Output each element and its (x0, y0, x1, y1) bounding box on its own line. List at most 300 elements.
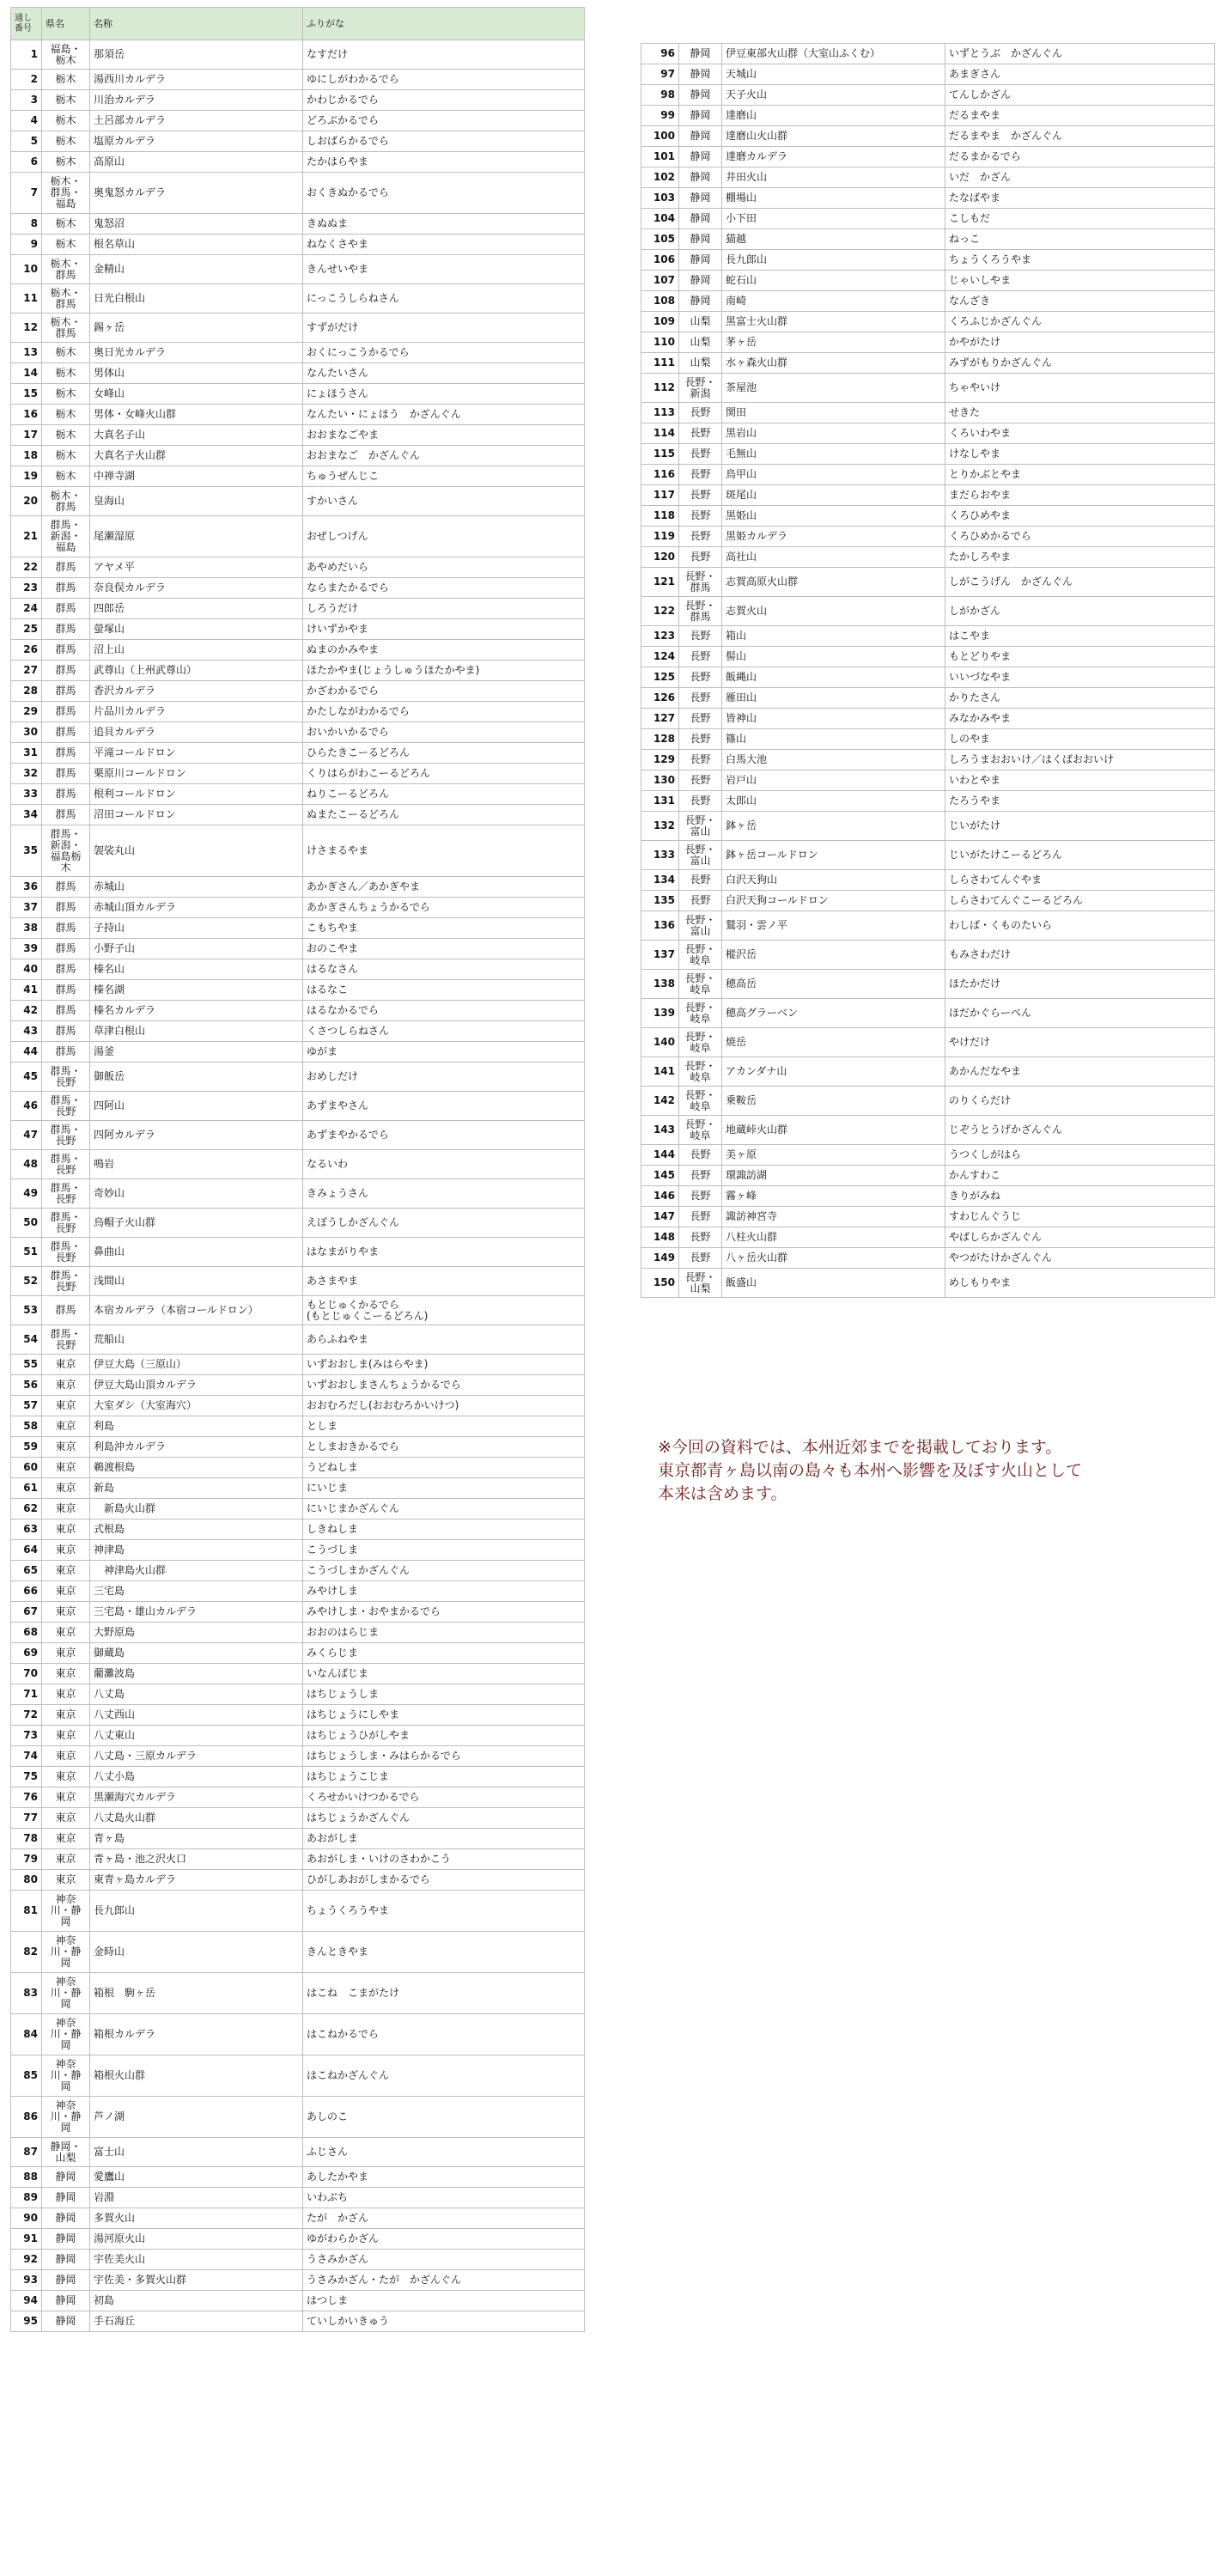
row-kana: しらさわてんぐやま (945, 870, 1215, 891)
row-prefecture: 静岡 (679, 229, 722, 250)
row-kana: しがかざん (945, 597, 1215, 626)
row-name: 鉢ヶ岳 (722, 812, 945, 841)
row-name: 初島 (90, 2291, 303, 2311)
row-prefecture: 長野・ 富山 (679, 911, 722, 941)
row-kana: けさまるやま (303, 825, 585, 877)
row-number: 40 (11, 959, 42, 980)
row-kana: なんたいさん (303, 363, 585, 384)
row-number: 118 (641, 506, 679, 527)
row-name: 八ヶ岳火山群 (722, 1248, 945, 1269)
row-prefecture: 群馬 (42, 578, 90, 599)
table-row (11, 1179, 585, 1209)
row-prefecture: 長野・ 岐阜 (679, 1028, 722, 1057)
row-prefecture: 群馬・ 長野 (42, 1238, 90, 1267)
row-number: 121 (641, 568, 679, 597)
table-row (11, 1540, 585, 1561)
table-row (641, 709, 1215, 729)
row-prefecture: 静岡 (42, 2229, 90, 2250)
table-row (641, 353, 1215, 374)
row-number: 104 (641, 209, 679, 229)
row-number: 3 (11, 90, 42, 111)
row-prefecture: 群馬 (42, 1001, 90, 1021)
row-prefecture: 東京 (42, 1396, 90, 1416)
row-prefecture: 東京 (42, 1684, 90, 1705)
row-number: 33 (11, 784, 42, 805)
table-row (11, 343, 585, 363)
row-prefecture: 東京 (42, 1623, 90, 1643)
table-row (641, 647, 1215, 667)
row-prefecture: 群馬 (42, 939, 90, 959)
table-row (11, 1932, 585, 1973)
row-prefecture: 群馬・ 新潟・ 福島栃 木 (42, 825, 90, 877)
row-prefecture: 栃木・ 群馬 (42, 255, 90, 284)
table-row (11, 2138, 585, 2167)
row-prefecture: 静岡 (679, 188, 722, 209)
row-prefecture: 長野・ 山梨 (679, 1269, 722, 1298)
row-prefecture: 群馬 (42, 898, 90, 918)
row-kana: みずがもりかざんぐん (945, 353, 1215, 374)
row-name: 八丈島 (90, 1684, 303, 1705)
row-number: 81 (11, 1891, 42, 1932)
row-prefecture: 群馬 (42, 980, 90, 1001)
row-prefecture: 静岡 (679, 44, 722, 64)
row-number: 88 (11, 2167, 42, 2188)
row-name: 鉢ヶ岳コールドロン (722, 841, 945, 870)
row-name: 金時山 (90, 1932, 303, 1973)
row-prefecture: 神奈 川・静 岡 (42, 2014, 90, 2055)
row-prefecture: 静岡 (679, 147, 722, 167)
table-row (641, 250, 1215, 271)
row-kana: みやけしま・おやまかるでら (303, 1602, 585, 1623)
row-number: 54 (11, 1325, 42, 1355)
row-prefecture: 群馬 (42, 1042, 90, 1063)
row-kana: はこやま (945, 626, 1215, 647)
row-number: 144 (641, 1145, 679, 1166)
table-row (11, 1519, 585, 1540)
table-row (641, 568, 1215, 597)
table-row (641, 770, 1215, 791)
row-prefecture: 栃木 (42, 425, 90, 446)
table-row (641, 1116, 1215, 1145)
table-row (11, 1849, 585, 1870)
row-prefecture: 東京 (42, 1870, 90, 1891)
table-row (11, 1238, 585, 1267)
table-row (11, 980, 585, 1001)
row-name: 青ヶ島・池之沢火口 (90, 1849, 303, 1870)
row-name: 大室ダシ（大室海穴） (90, 1396, 303, 1416)
row-prefecture: 静岡 (42, 2291, 90, 2311)
row-name: 尾瀬湿原 (90, 516, 303, 557)
row-name: 奇妙山 (90, 1179, 303, 1209)
row-name: 三宅島 (90, 1581, 303, 1602)
row-prefecture: 群馬 (42, 743, 90, 764)
row-number: 131 (641, 791, 679, 812)
row-number: 103 (641, 188, 679, 209)
row-kana: きんせいやま (303, 255, 585, 284)
table-row (641, 229, 1215, 250)
row-name: 赤城山 (90, 877, 303, 898)
row-kana: わしば・くものたいら (945, 911, 1215, 941)
row-prefecture: 東京 (42, 1540, 90, 1561)
row-prefecture: 長野 (679, 688, 722, 709)
row-name: 棚場山 (722, 188, 945, 209)
table-row (11, 1063, 585, 1092)
row-kana: おおまなごやま (303, 425, 585, 446)
table-row (11, 405, 585, 425)
row-name: 芦ノ湖 (90, 2097, 303, 2138)
row-name: 榛名カルデラ (90, 1001, 303, 1021)
row-prefecture: 長野 (679, 729, 722, 750)
row-name: 藺灘波島 (90, 1664, 303, 1684)
row-prefecture: 東京 (42, 1416, 90, 1437)
table-row (11, 425, 585, 446)
table-row (641, 970, 1215, 999)
row-name: 川治カルデラ (90, 90, 303, 111)
row-prefecture: 栃木 (42, 214, 90, 234)
table-row (11, 255, 585, 284)
row-kana: いずおおしまさんちょうかるでら (303, 1375, 585, 1396)
table-row (11, 939, 585, 959)
table-row (11, 516, 585, 557)
row-number: 107 (641, 271, 679, 291)
row-kana: なるいわ (303, 1150, 585, 1179)
table-row (641, 85, 1215, 106)
row-name: 大真名子山 (90, 425, 303, 446)
row-name: 追貝カルデラ (90, 722, 303, 743)
row-kana: ちゃやいけ (945, 374, 1215, 403)
row-name: 高社山 (722, 547, 945, 568)
table-row (641, 209, 1215, 229)
row-kana: なんたい・にょほう かざんぐん (303, 405, 585, 425)
row-kana: あかぎさんちょうかるでら (303, 898, 585, 918)
table-row (11, 2167, 585, 2188)
table-row (641, 626, 1215, 647)
table-row (11, 214, 585, 234)
row-number: 76 (11, 1787, 42, 1808)
row-kana: くろいわやま (945, 423, 1215, 444)
table-row (641, 1166, 1215, 1186)
row-kana: かやがたけ (945, 332, 1215, 353)
row-number: 123 (641, 626, 679, 647)
table-row (641, 374, 1215, 403)
row-name: 那須岳 (90, 40, 303, 70)
row-name: 榛名山 (90, 959, 303, 980)
row-prefecture: 静岡 (679, 106, 722, 126)
row-name: 太郎山 (722, 791, 945, 812)
row-kana: すわじんぐうじ (945, 1207, 1215, 1227)
row-prefecture: 東京 (42, 1726, 90, 1746)
table-row (641, 941, 1215, 970)
table-row (11, 557, 585, 578)
table-row (641, 188, 1215, 209)
row-number: 137 (641, 941, 679, 970)
row-name: 日光白根山 (90, 284, 303, 314)
table-row (641, 291, 1215, 312)
row-name: 白馬大池 (722, 750, 945, 770)
row-prefecture: 栃木 (42, 152, 90, 173)
row-number: 6 (11, 152, 42, 173)
table-row (641, 44, 1215, 64)
row-number: 37 (11, 898, 42, 918)
row-prefecture: 静岡 (42, 2208, 90, 2229)
row-kana: くさつしらねさん (303, 1021, 585, 1042)
row-name: 鳴岩 (90, 1150, 303, 1179)
row-number: 60 (11, 1458, 42, 1478)
row-prefecture: 東京 (42, 1829, 90, 1849)
row-prefecture: 静岡 (42, 2311, 90, 2332)
row-prefecture: 群馬・ 新潟・ 福島 (42, 516, 90, 557)
row-kana: かりたさん (945, 688, 1215, 709)
row-number: 120 (641, 547, 679, 568)
row-prefecture: 静岡 (679, 250, 722, 271)
row-kana: ならまたかるでら (303, 578, 585, 599)
row-number: 129 (641, 750, 679, 770)
row-kana: くろひめかるでら (945, 527, 1215, 547)
row-name: 毛無山 (722, 444, 945, 465)
row-kana: みなかみやま (945, 709, 1215, 729)
table-row (11, 446, 585, 466)
table-row (11, 619, 585, 640)
row-number: 141 (641, 1057, 679, 1087)
row-number: 47 (11, 1121, 42, 1150)
row-kana: じいがたけ (945, 812, 1215, 841)
volcano-rows-right (641, 44, 1215, 1298)
row-number: 67 (11, 1602, 42, 1623)
table-row (11, 70, 585, 90)
row-number: 55 (11, 1355, 42, 1375)
row-prefecture: 群馬 (42, 877, 90, 898)
row-number: 85 (11, 2055, 42, 2097)
row-prefecture: 山梨 (679, 353, 722, 374)
row-number: 89 (11, 2188, 42, 2208)
row-number: 136 (641, 911, 679, 941)
row-prefecture: 東京 (42, 1458, 90, 1478)
row-name: 伊豆東部火山群（大室山ふくむ） (722, 44, 945, 64)
row-name: 黒富士火山群 (722, 312, 945, 332)
table-row (11, 1092, 585, 1121)
row-prefecture: 東京 (42, 1849, 90, 1870)
row-name: 四郎岳 (90, 599, 303, 619)
row-number: 114 (641, 423, 679, 444)
row-kana: きんときやま (303, 1932, 585, 1973)
table-row (641, 444, 1215, 465)
row-prefecture: 神奈 川・静 岡 (42, 2055, 90, 2097)
table-row (11, 1581, 585, 1602)
row-kana: はつしま (303, 2291, 585, 2311)
footnote: ※今回の資料では、本州近郊までを掲載しております。 東京都青ヶ島以南の島々も本州へ影響を及ぼす火山として 本来は含めます。 (658, 1438, 1083, 1503)
row-kana: しおばらかるでら (303, 131, 585, 152)
row-name: 奈良俣カルデラ (90, 578, 303, 599)
row-prefecture: 群馬 (42, 681, 90, 702)
row-name: 箱根 駒ヶ岳 (90, 1973, 303, 2014)
row-number: 113 (641, 403, 679, 423)
row-kana: もとじゅくかるでら (もとじゅくこーるどろん) (303, 1296, 585, 1325)
row-number: 70 (11, 1664, 42, 1684)
row-prefecture: 群馬 (42, 702, 90, 722)
row-number: 79 (11, 1849, 42, 1870)
table-row (11, 2311, 585, 2332)
row-name: 小野子山 (90, 939, 303, 959)
row-number: 18 (11, 446, 42, 466)
row-number: 125 (641, 667, 679, 688)
table-row (641, 1186, 1215, 1207)
row-name: 湯河原火山 (90, 2229, 303, 2250)
row-name: 井田火山 (722, 167, 945, 188)
table-row (11, 640, 585, 661)
table-row (11, 1375, 585, 1396)
row-number: 58 (11, 1416, 42, 1437)
row-prefecture: 静岡 (679, 209, 722, 229)
row-prefecture: 長野 (679, 1186, 722, 1207)
row-name: 達磨山 (722, 106, 945, 126)
row-kana: はちじょうしま・みはらかるでら (303, 1746, 585, 1767)
row-number: 53 (11, 1296, 42, 1325)
table-row (641, 870, 1215, 891)
row-prefecture: 群馬・ 長野 (42, 1179, 90, 1209)
row-name: 男体山 (90, 363, 303, 384)
row-kana: たろうやま (945, 791, 1215, 812)
row-kana: おおむろだし(おおむろかいけつ) (303, 1396, 585, 1416)
row-prefecture: 静岡 (679, 167, 722, 188)
row-prefecture: 山梨 (679, 312, 722, 332)
row-number: 116 (641, 465, 679, 485)
row-number: 97 (641, 64, 679, 85)
table-row (11, 173, 585, 214)
row-number: 75 (11, 1767, 42, 1787)
row-number: 22 (11, 557, 42, 578)
row-kana: じいがたけこーるどろん (945, 841, 1215, 870)
row-number: 110 (641, 332, 679, 353)
row-name: 大野原島 (90, 1623, 303, 1643)
row-name: 長九郎山 (722, 250, 945, 271)
row-number: 100 (641, 126, 679, 147)
row-name: 浅間山 (90, 1267, 303, 1296)
table-row (11, 2291, 585, 2311)
row-prefecture: 栃木・ 群馬 (42, 487, 90, 516)
row-name: 塩原カルデラ (90, 131, 303, 152)
row-kana: おくきぬかるでら (303, 173, 585, 214)
row-name: 関田 (722, 403, 945, 423)
row-kana: はちじょうにしやま (303, 1705, 585, 1726)
row-prefecture: 神奈 川・静 岡 (42, 2097, 90, 2138)
row-name: 天子火山 (722, 85, 945, 106)
row-kana: ねりこーるどろん (303, 784, 585, 805)
row-number: 25 (11, 619, 42, 640)
row-name: 子持山 (90, 918, 303, 939)
table-row (11, 1623, 585, 1643)
row-prefecture: 福島・ 栃木 (42, 40, 90, 70)
table-row (11, 1355, 585, 1375)
row-kana: いわぶち (303, 2188, 585, 2208)
row-prefecture: 神奈 川・静 岡 (42, 1973, 90, 2014)
table-row (11, 702, 585, 722)
row-kana: あさまやま (303, 1267, 585, 1296)
table-row (641, 1145, 1215, 1166)
row-kana: ほたかだけ (945, 970, 1215, 999)
table-row (11, 2270, 585, 2291)
row-number: 68 (11, 1623, 42, 1643)
row-prefecture: 長野 (679, 1227, 722, 1248)
row-number: 24 (11, 599, 42, 619)
table-row (641, 64, 1215, 85)
row-kana: のりくらだけ (945, 1087, 1215, 1116)
row-name: 女峰山 (90, 384, 303, 405)
table-row (11, 743, 585, 764)
table-row (641, 403, 1215, 423)
table-row (11, 1042, 585, 1063)
row-kana: しきねしま (303, 1519, 585, 1540)
row-prefecture: 群馬 (42, 557, 90, 578)
table-row (641, 312, 1215, 332)
row-name: 美ヶ原 (722, 1145, 945, 1166)
row-name: 本宿カルデラ（本宿コールドロン） (90, 1296, 303, 1325)
row-name: 達磨山火山群 (722, 126, 945, 147)
table-row (11, 2014, 585, 2055)
row-number: 31 (11, 743, 42, 764)
row-name: 新島火山群 (90, 1499, 303, 1519)
row-kana: もとどりやま (945, 647, 1215, 667)
row-name: 八丈東山 (90, 1726, 303, 1746)
row-prefecture: 栃木 (42, 405, 90, 425)
row-number: 128 (641, 729, 679, 750)
row-number: 138 (641, 970, 679, 999)
row-number: 140 (641, 1028, 679, 1057)
row-name: 諏訪神宮寺 (722, 1207, 945, 1227)
row-prefecture: 長野・ 群馬 (679, 568, 722, 597)
row-prefecture: 群馬 (42, 805, 90, 825)
table-row (11, 234, 585, 255)
row-name: 鵜渡根島 (90, 1458, 303, 1478)
row-kana: はるなこ (303, 980, 585, 1001)
table-row (11, 1767, 585, 1787)
row-number: 143 (641, 1116, 679, 1145)
row-name: 皆神山 (722, 709, 945, 729)
row-name: 環諏訪湖 (722, 1166, 945, 1186)
row-name: 志賀高原火山群 (722, 568, 945, 597)
row-number: 66 (11, 1581, 42, 1602)
row-name: 榛名湖 (90, 980, 303, 1001)
table-row (11, 314, 585, 343)
row-kana: じゃいしやま (945, 271, 1215, 291)
row-name: 宇佐美・多賀火山群 (90, 2270, 303, 2291)
row-number: 119 (641, 527, 679, 547)
row-kana: やつがたけかざんぐん (945, 1248, 1215, 1269)
row-number: 46 (11, 1092, 42, 1121)
table-row (641, 999, 1215, 1028)
row-name: 金精山 (90, 255, 303, 284)
row-name: 白沢天狗コールドロン (722, 891, 945, 911)
row-name: 皇海山 (90, 487, 303, 516)
table-row (11, 1870, 585, 1891)
row-prefecture: 東京 (42, 1664, 90, 1684)
row-name: 青ヶ島 (90, 1829, 303, 1849)
row-prefecture: 長野・ 富山 (679, 841, 722, 870)
table-row (11, 131, 585, 152)
row-number: 11 (11, 284, 42, 314)
row-kana: ちょうくろうやま (303, 1891, 585, 1932)
row-number: 127 (641, 709, 679, 729)
row-number: 41 (11, 980, 42, 1001)
row-prefecture: 群馬 (42, 1021, 90, 1042)
row-kana: おめしだけ (303, 1063, 585, 1092)
row-prefecture: 栃木 (42, 343, 90, 363)
row-number: 13 (11, 343, 42, 363)
row-kana: はちじょうしま (303, 1684, 585, 1705)
row-name: 大真名子火山群 (90, 446, 303, 466)
row-prefecture: 群馬 (42, 918, 90, 939)
row-kana: まだらおやま (945, 485, 1215, 506)
row-number: 108 (641, 291, 679, 312)
